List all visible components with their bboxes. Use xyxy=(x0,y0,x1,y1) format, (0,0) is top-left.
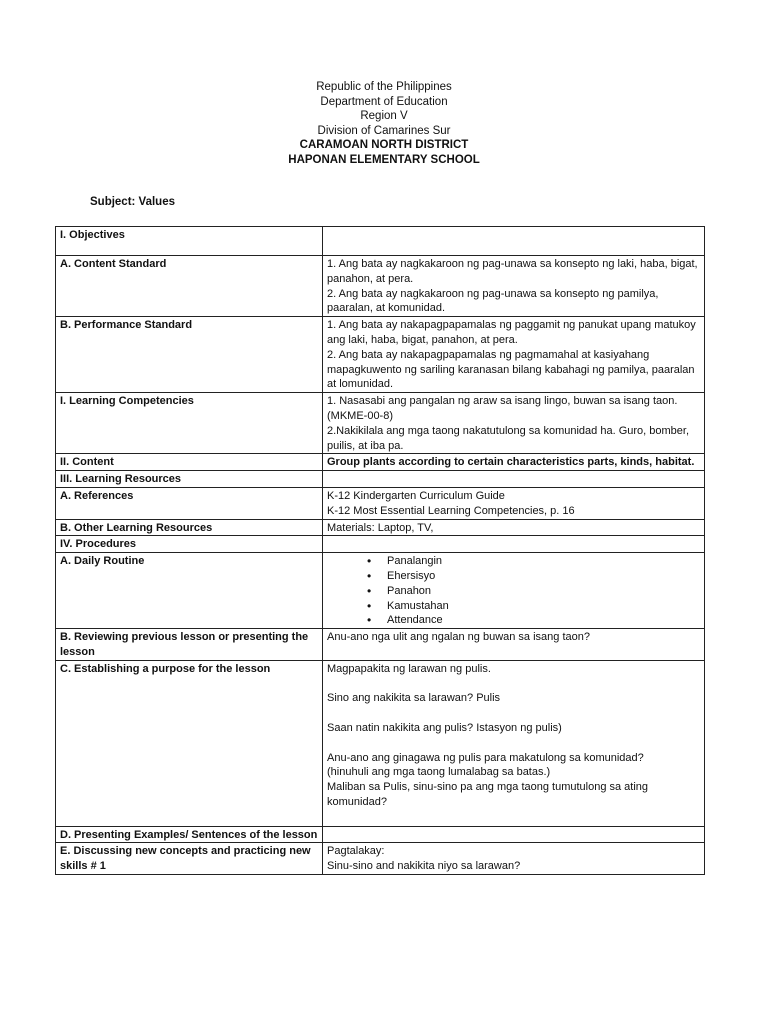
row-establishing xyxy=(56,660,705,826)
value-establishing xyxy=(323,660,705,826)
label-objectives: I. Objectives xyxy=(56,227,323,256)
label-discussing: E. Discussing new concepts and practicing new skills # 1 xyxy=(56,843,323,875)
content-standard-item: 1. Ang bata ay nagkakaroon ng pag-unawa sa konsepto ng laki, haba, bigat, panahon, at pera. xyxy=(327,258,698,285)
value-references xyxy=(323,487,705,519)
label-learning-competencies: I. Learning Competencies xyxy=(56,393,323,454)
value-other-resources: Materials: Laptop, TV, xyxy=(323,519,705,536)
value-objectives xyxy=(323,227,705,256)
row-learning-resources xyxy=(56,471,705,488)
label-performance-standard: B. Performance Standard xyxy=(56,317,323,393)
blank-line xyxy=(327,677,700,692)
header-district: CARAMOAN NORTH DISTRICT xyxy=(299,139,469,152)
row-objectives xyxy=(56,227,705,256)
reference-item: K-12 Most Essential Learning Competencies, p. 16 xyxy=(327,504,575,517)
establishing-line: Sino ang nakikita sa larawan? Pulis xyxy=(327,692,501,705)
establishing-line: Saan natin nakikita ang pulis? Istasyon ng pulis) xyxy=(327,721,562,734)
row-reviewing xyxy=(56,629,705,661)
label-content: II. Content xyxy=(56,454,323,471)
row-presenting xyxy=(56,826,705,843)
row-performance-standard xyxy=(56,317,705,393)
row-references xyxy=(56,487,705,519)
value-reviewing: Anu-ano nga ulit ang ngalan ng buwan sa isang taon? xyxy=(323,629,705,661)
label-learning-resources: III. Learning Resources xyxy=(56,471,323,488)
competency-item: 1. Nasasabi ang pangalan ng araw sa isang lingo, buwan sa isang taon. (MKME-00-8) xyxy=(327,395,678,422)
discussing-line: Sinu-sino and nakikita niyo sa larawan? xyxy=(327,860,521,873)
label-other-resources: B. Other Learning Resources xyxy=(56,519,323,536)
routine-item: • Ehersisyo xyxy=(367,569,700,584)
establishing-line: (hinuhuli ang mga taong lumalabag sa batas.) xyxy=(327,766,551,779)
header-school: HAPONAN ELEMENTARY SCHOOL xyxy=(288,153,480,166)
label-presenting: D. Presenting Examples/ Sentences of the lesson xyxy=(56,826,323,843)
label-daily-routine: A. Daily Routine xyxy=(56,553,323,629)
value-content: Group plants according to certain characteristics parts, kinds, habitat. xyxy=(323,454,705,471)
row-other-resources xyxy=(56,519,705,536)
row-daily-routine xyxy=(56,553,705,629)
routine-item: • Panalangin xyxy=(367,554,700,569)
performance-standard-item: 1. Ang bata ay nakapagpapamalas ng paggamit ng panukat upang matukoy ang laki, haba, bigat, panahon, at pera. xyxy=(327,319,696,346)
header-region: Region V xyxy=(360,110,408,123)
label-procedures: IV. Procedures xyxy=(56,536,323,553)
routine-item: • Attendance xyxy=(367,613,700,628)
row-procedures xyxy=(56,536,705,553)
blank-line xyxy=(327,736,700,751)
competency-item: 2.Nakikilala ang mga taong nakatutulong sa komunidad ha. Guro, bomber, puilis, at iba pa. xyxy=(327,424,690,452)
value-presenting xyxy=(323,826,705,843)
label-content-standard: A. Content Standard xyxy=(56,256,323,317)
value-learning-competencies xyxy=(323,393,705,454)
value-daily-routine xyxy=(323,553,705,629)
performance-standard-item: 2. Ang bata ay nakapagpapamalas ng pagmamahal at kasiyahang mapagkuwento ng sariling karanasan bilang kabahagi ng pamilya, paaralan at lomunidad. xyxy=(327,348,695,391)
row-content-standard xyxy=(56,256,705,317)
label-establishing: C. Establishing a purpose for the lesson xyxy=(56,660,323,826)
header-country: Republic of the Philippines xyxy=(316,81,452,93)
routine-item: • Panahon xyxy=(367,584,700,599)
header-division: Division of Camarines Sur xyxy=(317,124,451,137)
routine-list xyxy=(327,554,700,628)
row-discussing xyxy=(56,843,705,875)
label-references: A. References xyxy=(56,487,323,519)
value-content-standard xyxy=(323,256,705,317)
lesson-plan-table xyxy=(55,226,705,875)
routine-item: • Kamustahan xyxy=(367,599,700,614)
label-reviewing: B. Reviewing previous lesson or presenting the lesson xyxy=(56,629,323,661)
row-learning-competencies xyxy=(56,393,705,454)
reference-item: K-12 Kindergarten Curriculum Guide xyxy=(327,489,505,502)
value-learning-resources xyxy=(323,471,705,488)
value-performance-standard xyxy=(323,317,705,393)
header-department: Department of Education xyxy=(320,95,448,108)
establishing-line: Maliban sa Pulis, sinu-sino pa ang mga taong tumutulong sa ating komunidad? xyxy=(327,781,649,808)
establishing-line: Anu-ano ang ginagawa ng pulis para makatulong sa komunidad? xyxy=(327,751,644,764)
blank-line xyxy=(327,706,700,721)
content-standard-item: 2. Ang bata ay nagkakaroon ng pag-unawa sa konsepto ng pamilya, paaralan, at komunidad. xyxy=(327,287,659,315)
value-discussing xyxy=(323,843,705,875)
document-header xyxy=(0,80,768,168)
subject-line: Subject: Values xyxy=(90,196,176,208)
discussing-line: Pagtalakay: xyxy=(327,845,385,858)
establishing-line: Magpapakita ng larawan ng pulis. xyxy=(327,662,491,675)
value-procedures xyxy=(323,536,705,553)
row-content xyxy=(56,454,705,471)
